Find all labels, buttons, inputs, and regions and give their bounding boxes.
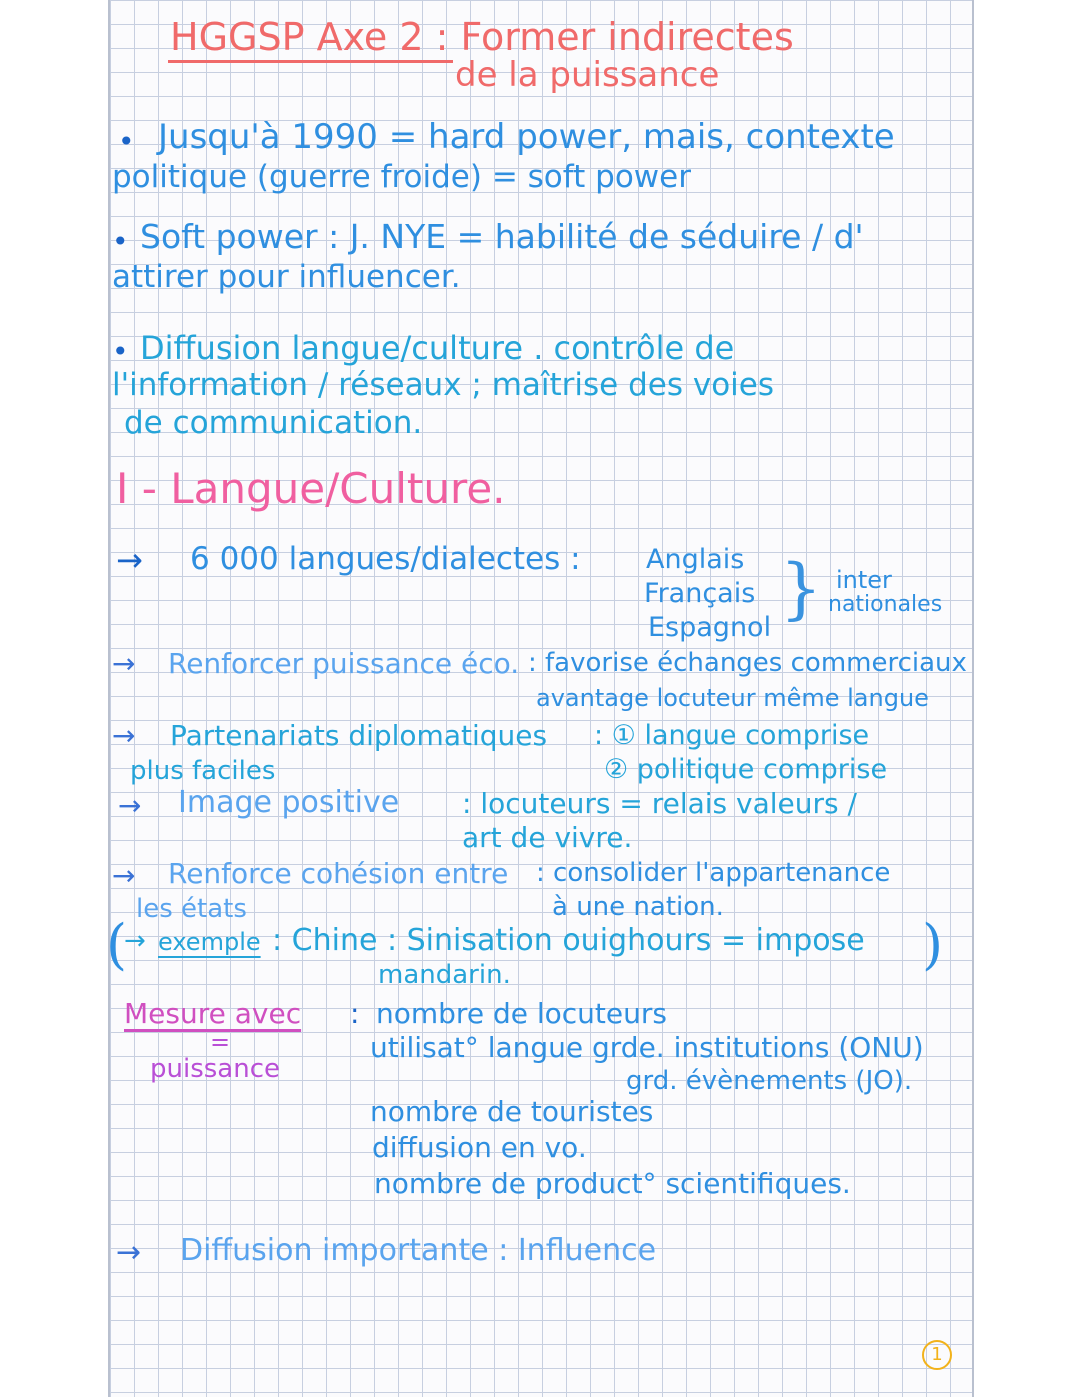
langues-brace: } [780, 550, 822, 627]
page-number: 1 [922, 1340, 952, 1370]
mesure-item-4: nombre de touristes [370, 1095, 654, 1128]
bullet-2-line-1: Soft power : J. NYE = habilité de séduire / d' [140, 217, 864, 256]
mesure-item-5: diffusion en vo. [372, 1131, 587, 1164]
point-1-line-2: avantage locuteur même langue [536, 684, 929, 712]
mesure-item-1: nombre de locuteurs [376, 997, 667, 1030]
title-underline [168, 60, 453, 63]
point-3-arrow: → [118, 789, 142, 822]
bullet-3-line-2: l'information / réseaux ; maîtrise des voies [112, 367, 775, 403]
langues-label-nationales: nationales [828, 592, 943, 617]
point-1-line-1: : favorise échanges commerciaux [528, 648, 967, 678]
langues-label-inter: inter [836, 566, 892, 594]
point-4-line-2: à une nation. [552, 892, 724, 922]
langue-anglais: Anglais [646, 544, 745, 575]
bullet-3-dot: • [112, 335, 129, 368]
point-3-line-1: : locuteurs = relais valeurs / [462, 787, 857, 820]
mesure-equals: = [210, 1028, 231, 1056]
point-2-line-1: : ① langue comprise [594, 720, 870, 751]
bullet-3-line-3: de communication. [124, 405, 423, 441]
point-4-title: Renforce cohésion entre [168, 857, 509, 890]
langue-francais: Français [644, 578, 756, 609]
point-1-title: Renforcer puissance éco. [168, 647, 520, 680]
bullet-1-line-2: politique (guerre froide) = soft power [112, 159, 691, 195]
title-line-2: de la puissance [455, 55, 720, 95]
point-1-arrow: → [112, 647, 136, 680]
exemple-arrow: → [124, 926, 146, 956]
exemple-line-2: mandarin. [378, 960, 511, 990]
mesure-item-6: nombre de product° scientifiques. [374, 1167, 851, 1200]
point-4-title-2: les états [136, 894, 247, 924]
langue-espagnol: Espagnol [648, 612, 772, 643]
langues-text: 6 000 langues/dialectes : [190, 541, 581, 577]
mesure-sub: puissance [150, 1054, 280, 1084]
title-line-1: HGGSP Axe 2 : Former indirectes [170, 15, 794, 59]
bullet-1-dot: • [118, 125, 135, 158]
bullet-2-dot: • [112, 225, 129, 258]
exemple-line-1: : Chine : Sinisation ouighours = impose [272, 923, 865, 958]
point-2-line-2: ② politique comprise [604, 754, 888, 785]
exemple-close-paren: ) [922, 913, 944, 976]
mesure-item-3: grd. évènements (JO). [626, 1066, 913, 1096]
bullet-3-line-1: Diffusion langue/culture . contrôle de [140, 329, 735, 367]
point-3-line-2: art de vivre. [462, 821, 633, 854]
section-heading: I - Langue/Culture. [116, 464, 506, 513]
conclusion-text: Diffusion importante : Influence [180, 1233, 657, 1268]
point-4-line-1: : consolider l'appartenance [536, 858, 891, 888]
bullet-2-line-2: attirer pour influencer. [112, 259, 461, 295]
exemple-label: exemple [158, 928, 261, 956]
bullet-1-line-1: Jusqu'à 1990 = hard power, mais, contexte [158, 117, 895, 157]
point-2-title: Partenariats diplomatiques [170, 719, 548, 752]
exemple-open-paren: ( [106, 913, 128, 976]
langues-arrow: → [116, 541, 143, 579]
point-2-title-2: plus faciles [130, 756, 276, 786]
point-2-arrow: → [112, 719, 136, 752]
mesure-colon: : [350, 997, 360, 1030]
point-4-arrow: → [112, 859, 136, 892]
mesure-label: Mesure avec [124, 997, 302, 1030]
conclusion-arrow: → [116, 1235, 142, 1270]
point-3-title: Image positive [178, 785, 400, 820]
mesure-item-2: utilisat° langue grde. institutions (ONU) [370, 1031, 924, 1064]
